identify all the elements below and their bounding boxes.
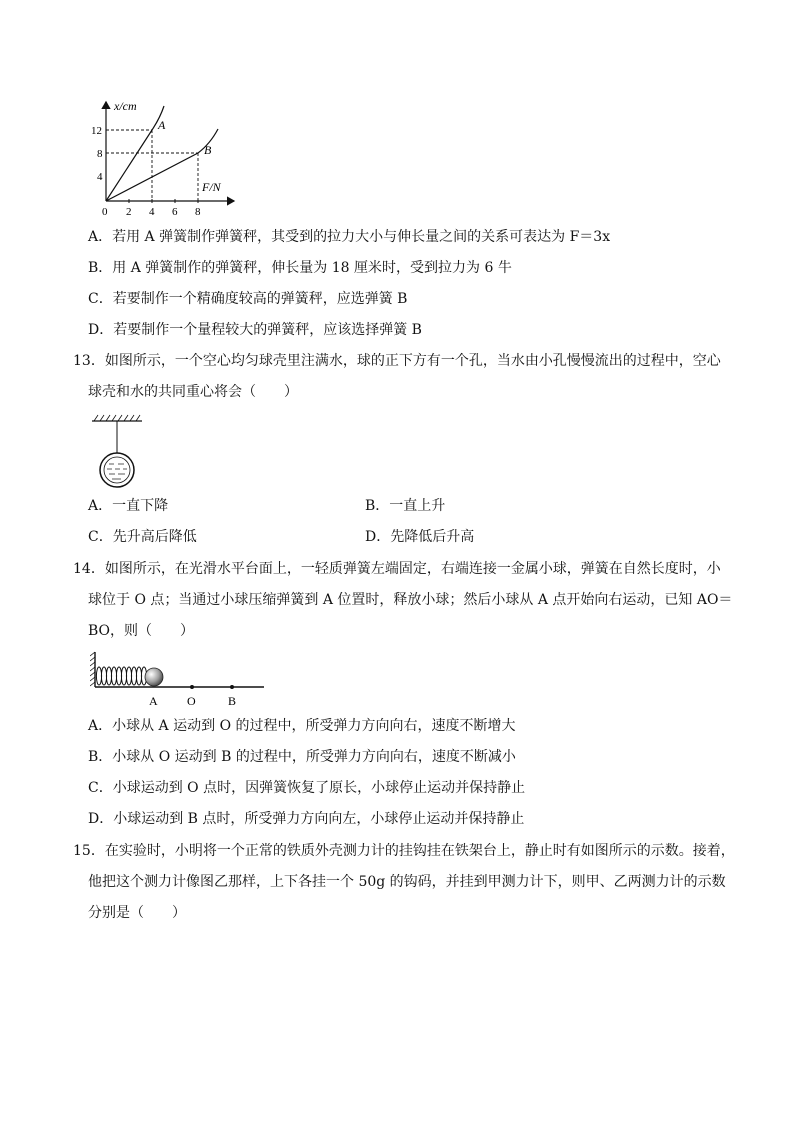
q14-option-a: A．小球从 A 运动到 O 的过程中，所受弹力方向向右，速度不断增大	[88, 718, 516, 734]
metal-ball	[145, 668, 163, 686]
line-a	[106, 106, 164, 201]
q13-option-a: A．一直下降	[88, 498, 169, 514]
q13-option-b: B．一直上升	[365, 498, 446, 514]
q14-stem-line3: BO，则（ ）	[88, 623, 195, 639]
point-a-label: A	[158, 118, 166, 132]
x-tick: 2	[126, 206, 132, 218]
q13-option-c: C．先升高后降低	[88, 529, 197, 545]
x-tick: 8	[195, 206, 201, 218]
y-tick: 8	[97, 148, 103, 160]
q14-option-b: B．小球从 O 运动到 B 的过程中，所受弹力方向向右，速度不断减小	[88, 749, 516, 765]
q15-stem-line2: 他把这个测力计像图乙那样，上下各挂一个 50g 的钩码，并挂到甲测力计下，则甲、乙两测力计的示数	[88, 874, 726, 890]
label-a: A	[149, 694, 158, 708]
q14-option-d: D．小球运动到 B 点时，所受弹力方向向左，小球停止运动并保持静止	[88, 811, 525, 827]
y-axis-label: x/cm	[114, 99, 137, 113]
q15-stem-line3: 分别是（ ）	[88, 905, 186, 921]
q15-stem-line1: 15．在实验时，小明将一个正常的铁质外壳测力计的挂钩挂在铁架台上，静止时有如图所示的示数。接着，	[73, 843, 735, 859]
q12-option-b: B．用 A 弹簧制作的弹簧秤，伸长量为 18 厘米时，受到拉力为 6 牛	[88, 260, 512, 276]
point-b-label: B	[204, 143, 212, 157]
q13-option-d: D．先降低后升高	[365, 529, 475, 545]
y-tick: 4	[97, 171, 103, 183]
q14-stem-line1: 14．如图所示，在光滑水平台面上，一轻质弹簧左端固定，右端连接一金属小球，弹簧在自然长度时，小	[73, 561, 721, 577]
spring-ball-figure	[90, 650, 268, 710]
x-tick: 4	[149, 206, 155, 218]
q13-stem-line1: 13．如图所示，一个空心均匀球壳里注满水，球的正下方有一个孔，当水由小孔慢慢流出的过程中，空心	[73, 353, 721, 369]
spring-graph	[88, 96, 238, 220]
x-tick: 6	[172, 206, 178, 218]
q14-option-c: C．小球运动到 O 点时，因弹簧恢复了原长，小球停止运动并保持静止	[88, 780, 526, 796]
hanging-sphere-figure	[90, 413, 150, 489]
q12-option-c: C．若要制作一个精确度较高的弹簧秤，应选弹簧 B	[88, 291, 408, 307]
x-axis-label: F/N	[202, 180, 221, 194]
y-tick: 12	[91, 125, 102, 137]
label-b: B	[228, 694, 237, 708]
x-tick: 0	[102, 206, 108, 218]
q12-option-d: D．若要制作一个量程较大的弹簧秤，应该选择弹簧 B	[88, 322, 422, 338]
sphere	[100, 453, 134, 487]
label-o: O	[187, 694, 196, 708]
q14-stem-line2: 球位于 O 点；当通过小球压缩弹簧到 A 位置时，释放小球；然后小球从 A 点开始向右运动，已知 AO＝	[88, 592, 733, 608]
q13-stem-line2: 球壳和水的共同重心将会（ ）	[88, 384, 298, 400]
q12-option-a: A．若用 A 弹簧制作弹簧秤，其受到的拉力大小与伸长量之间的关系可表达为 F＝3x	[88, 229, 611, 245]
spring-coils	[96, 667, 146, 685]
